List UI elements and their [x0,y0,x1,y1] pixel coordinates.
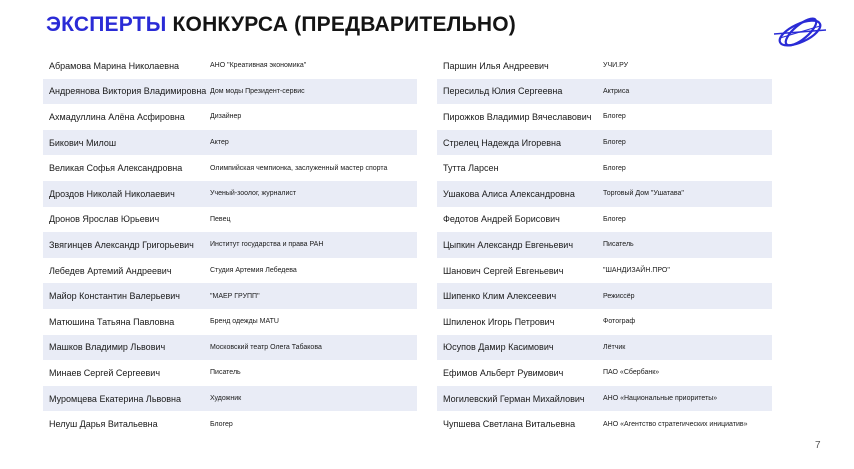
expert-name: Бикович Милош [49,137,117,148]
expert-affiliation: Ученый-зоолог, журналист [210,190,297,198]
table-row [437,258,772,284]
expert-affiliation: АНО «Агентство стратегических инициатив» [603,420,748,428]
expert-affiliation: АНО "Креативная экономика" [210,62,307,70]
table-row [43,53,417,79]
table-row [437,130,772,156]
expert-affiliation: Московский театр Олега Табакова [210,343,322,351]
expert-name: Тутта Ларсен [443,163,499,174]
experts-list-right [437,53,772,437]
table-row [437,232,772,258]
expert-affiliation: Блогер [603,215,626,223]
expert-affiliation: Институт государства и права РАН [210,241,324,249]
table-row [43,309,417,335]
expert-name: Андреянова Виктория Владимировна [49,86,207,97]
table-row [437,309,772,335]
table-row [437,155,772,181]
table-row [437,335,772,361]
expert-name: Лебедев Артемий Андреевич [49,265,172,276]
table-row [43,386,417,412]
expert-affiliation: Блогер [603,113,626,121]
expert-name: Федотов Андрей Борисович [443,214,560,225]
table-row [43,335,417,361]
expert-affiliation: Фотограф [603,318,636,326]
table-row [437,104,772,130]
table-row [437,181,772,207]
expert-name: Звягинцев Александр Григорьевич [49,239,194,250]
expert-name: Машков Владимир Львович [49,342,166,353]
expert-affiliation: Актриса [603,87,630,95]
expert-affiliation: ПАО «Сбербанк» [603,369,660,377]
expert-name: Абрамова Марина Николаевна [49,60,180,71]
expert-affiliation: "МАЕР ГРУПП" [210,292,260,300]
expert-name: Дроздов Николай Николаевич [49,188,175,199]
expert-name: Шпиленок Игорь Петрович [443,316,555,327]
table-row [43,283,417,309]
table-row [43,130,417,156]
expert-affiliation: Бренд одежды MATU [210,318,279,326]
table-row [43,232,417,258]
expert-name: Майор Константин Валерьевич [49,291,180,302]
table-row [437,386,772,412]
table-row [437,283,772,309]
expert-name: Матюшина Татьяна Павловна [49,316,175,327]
expert-name: Шипенко Клим Алексеевич [443,291,557,302]
expert-affiliation: Дизайнер [210,113,242,121]
expert-affiliation: АНО «Национальные приоритеты» [603,395,718,403]
expert-affiliation: Торговый Дом "Ушатава" [603,190,684,198]
expert-name: Юсупов Дамир Касимович [443,342,554,353]
expert-affiliation: Писатель [603,241,634,249]
expert-name: Шанович Сергей Евгеньевич [443,265,564,276]
expert-name: Чупшева Светлана Витальевна [443,419,576,430]
expert-name: Нелуш Дарья Витальевна [49,419,158,430]
table-row [43,155,417,181]
expert-name: Пересильд Юлия Сергеевна [443,86,563,97]
table-row [43,207,417,233]
table-row [437,53,772,79]
table-row [43,360,417,386]
expert-affiliation: Олимпийская чемпионка, заслуженный мастер спорта [210,164,388,172]
expert-name: Стрелец Надежда Игоревна [443,137,562,148]
table-row [43,79,417,105]
expert-name: Ушакова Алиса Александровна [443,188,575,199]
expert-affiliation: Художник [210,395,242,403]
expert-affiliation: Блогер [603,164,626,172]
expert-affiliation: Актер [210,139,229,147]
expert-name: Паршин Илья Андреевич [443,60,549,71]
page-number: 7 [815,440,821,451]
table-row [43,258,417,284]
title-rest: КОНКУРСА (ПРЕДВАРИТЕЛЬНО) [172,13,516,36]
expert-affiliation: Блогер [603,139,626,147]
table-row [437,360,772,386]
expert-name: Муромцева Екатерина Львовна [49,393,181,404]
expert-name: Ефимов Альберт Рувимович [443,367,564,378]
expert-name: Пирожков Владимир Вячеславович [443,111,592,122]
expert-affiliation: Дом моды Президент-сервис [210,87,305,95]
expert-affiliation: Блогер [210,420,233,428]
table-row [437,411,772,437]
expert-name: Минаев Сергей Сергеевич [49,367,161,378]
table-row [43,411,417,437]
page-title [46,13,516,37]
expert-name: Цыпкин Александр Евгеньевич [443,239,574,250]
expert-affiliation: Студия Артемия Лебедева [210,267,297,275]
experts-list-left [43,53,417,437]
expert-affiliation: Режиссёр [603,292,635,300]
orbit-logo-icon [770,12,830,52]
table-row [43,181,417,207]
expert-affiliation: Писатель [210,369,241,377]
expert-name: Дронов Ярослав Юрьевич [49,214,160,225]
expert-affiliation: Певец [210,215,231,223]
expert-name: Могилевский Герман Михайлович [443,393,585,404]
expert-name: Ахмадуллина Алёна Асфировна [49,111,185,122]
expert-name: Великая Софья Александровна [49,163,183,174]
title-accent: ЭКСПЕРТЫ [46,13,167,36]
expert-affiliation: "ШАНДИЗАЙН.ПРО" [603,267,670,275]
table-row [437,79,772,105]
expert-affiliation: Лётчик [603,343,626,351]
table-row [43,104,417,130]
expert-affiliation: УЧИ.РУ [603,62,629,70]
table-row [437,207,772,233]
